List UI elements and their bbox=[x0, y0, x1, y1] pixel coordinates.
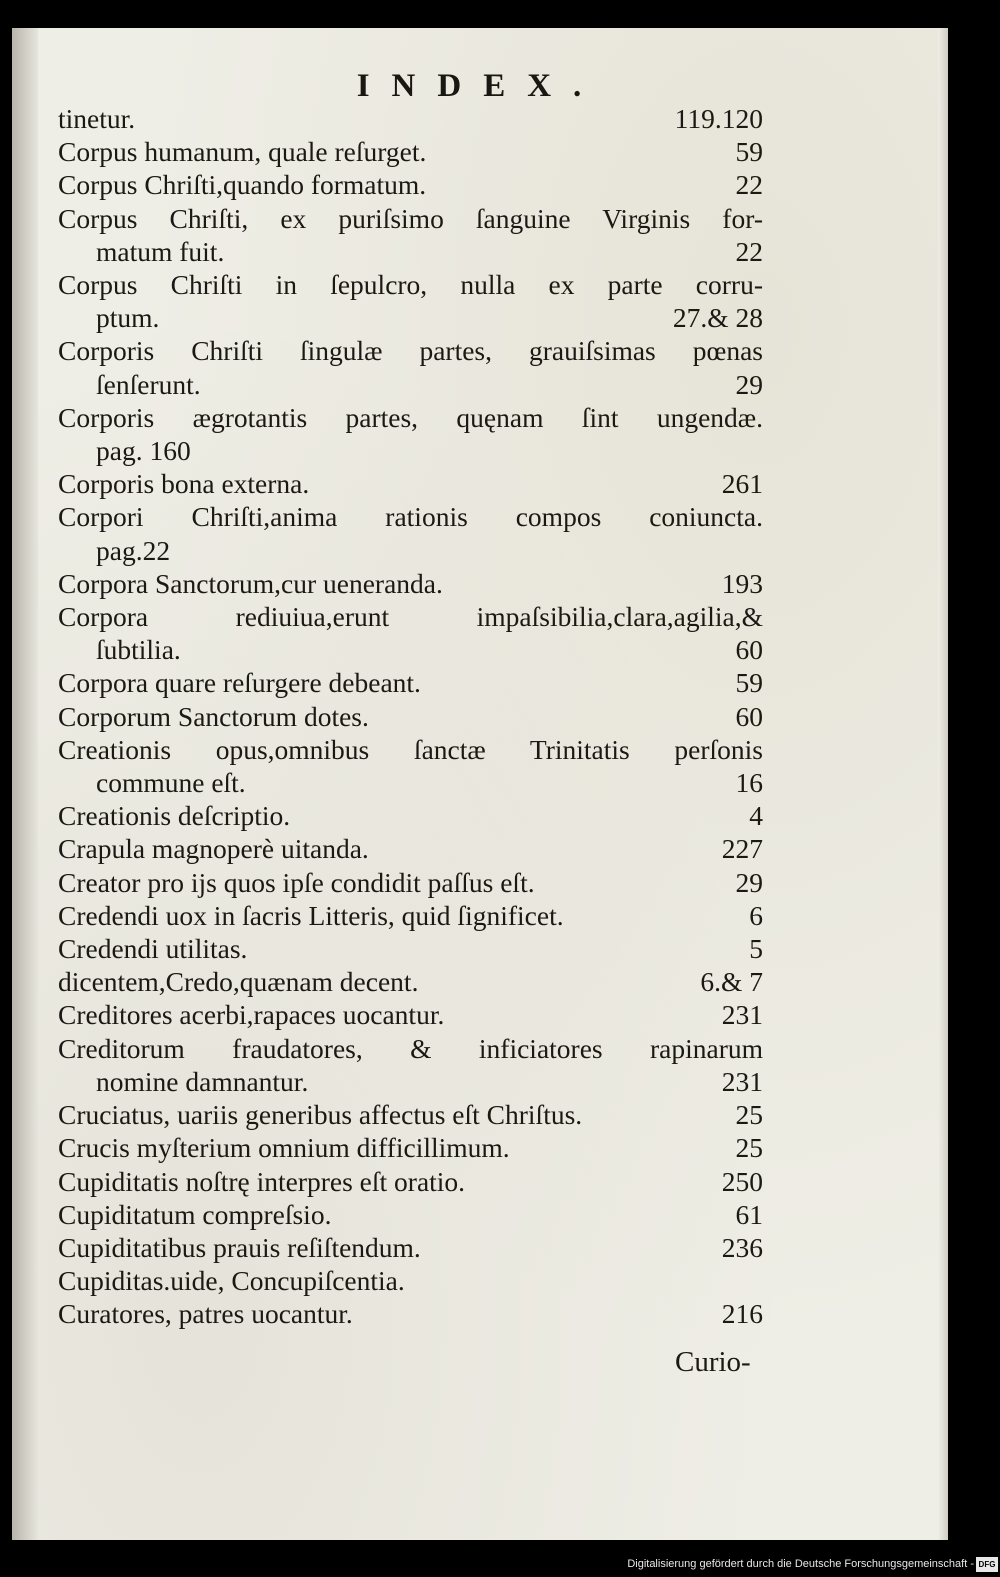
page-reference: 22 bbox=[735, 169, 763, 201]
page-reference: 216 bbox=[721, 1298, 763, 1330]
entry-text: Corpus Chriſti,quando formatum. bbox=[58, 169, 427, 201]
page-reference: 4 bbox=[749, 800, 763, 832]
entry-text: pag.22 bbox=[96, 534, 171, 566]
entry-headword-line bbox=[58, 1264, 763, 1297]
index-entry bbox=[58, 965, 763, 998]
page-edge-shadow bbox=[938, 28, 948, 1540]
entry-text: dicentem,Credo,quænam decent. bbox=[58, 966, 419, 998]
entry-text: Creditores acerbi,rapaces uocantur. bbox=[58, 999, 445, 1031]
entry-continuation-line bbox=[58, 368, 763, 401]
index-entry bbox=[58, 102, 763, 135]
index-entry bbox=[58, 666, 763, 699]
page-reference: 5 bbox=[749, 933, 763, 965]
footer-credit: Digitalisierung gefördert durch die Deutsche Forschungsgemeinschaft - bbox=[627, 1558, 974, 1570]
entry-headword-line bbox=[58, 268, 763, 301]
entry-text: Corpus Chriſti, ex puriſsimo ſanguine Virginis for- bbox=[58, 202, 763, 234]
index-entry bbox=[58, 799, 763, 832]
entry-continuation-line bbox=[58, 235, 763, 268]
entry-headword-line bbox=[58, 600, 763, 633]
index-entry bbox=[58, 135, 763, 168]
entry-text: Cruciatus, uariis generibus affectus eſt Chriſtus. bbox=[58, 1099, 583, 1131]
index-entry bbox=[58, 202, 763, 268]
entry-text: Corpora quare reſurgere debeant. bbox=[58, 667, 421, 699]
index-entry bbox=[58, 1098, 763, 1131]
index-entry bbox=[58, 733, 763, 799]
entry-headword-line bbox=[58, 567, 763, 600]
entry-text: Corpori Chriſti,anima rationis compos coniuncta. bbox=[58, 501, 763, 533]
dfg-logo: DFG bbox=[976, 1557, 998, 1572]
page-reference: 6 bbox=[749, 899, 763, 931]
entry-headword-line bbox=[58, 799, 763, 832]
entry-headword-line bbox=[58, 1231, 763, 1264]
page-gutter-shadow bbox=[12, 28, 38, 1540]
entry-text: ſenſerunt. bbox=[96, 368, 201, 400]
index-entry bbox=[58, 700, 763, 733]
page-reference: 250 bbox=[721, 1165, 763, 1197]
catchword: Curio- bbox=[675, 1346, 751, 1378]
index-entry bbox=[58, 998, 763, 1031]
book-page bbox=[12, 28, 948, 1540]
index-entry bbox=[58, 1231, 763, 1264]
index-entry bbox=[58, 1198, 763, 1231]
entry-headword-line bbox=[58, 998, 763, 1031]
index-entry bbox=[58, 832, 763, 865]
entry-text: commune eſt. bbox=[96, 767, 246, 799]
page-reference: 6.& 7 bbox=[700, 966, 763, 998]
index-entry bbox=[58, 899, 763, 932]
entry-text: Corporis Chriſti ſingulæ partes, grauiſsimas pœnas bbox=[58, 335, 763, 367]
entry-text: tinetur. bbox=[58, 103, 136, 134]
entry-continuation-line bbox=[58, 534, 763, 567]
entry-continuation-line bbox=[58, 633, 763, 666]
entry-text: Curatores, patres uocantur. bbox=[58, 1298, 353, 1330]
entry-headword-line bbox=[58, 500, 763, 533]
entry-text: matum fuit. bbox=[96, 235, 225, 267]
index-entry bbox=[58, 567, 763, 600]
entry-headword-line bbox=[58, 401, 763, 434]
entry-text: ſubtilia. bbox=[96, 634, 181, 666]
entry-text: Creationis deſcriptio. bbox=[58, 800, 291, 832]
page-reference: 227 bbox=[721, 833, 763, 865]
index-entry bbox=[58, 1032, 763, 1098]
entry-headword-line bbox=[58, 1098, 763, 1131]
entry-headword-line bbox=[58, 1131, 763, 1164]
page-reference: 59 bbox=[735, 667, 763, 699]
entry-text: Crapula magnoperè uitanda. bbox=[58, 833, 369, 865]
page-reference: 25 bbox=[735, 1132, 763, 1164]
entry-text: Creationis opus,omnibus ſanctæ Trinitatis perſonis bbox=[58, 733, 763, 765]
index-entry bbox=[58, 1264, 763, 1297]
entry-headword-line bbox=[58, 932, 763, 965]
entry-continuation-line bbox=[58, 434, 763, 467]
index-entry bbox=[58, 1131, 763, 1164]
index-entry bbox=[58, 932, 763, 965]
entry-headword-line bbox=[58, 202, 763, 235]
entry-text: Corporis bona externa. bbox=[58, 468, 310, 500]
entry-continuation-line bbox=[58, 766, 763, 799]
entry-headword-line bbox=[58, 334, 763, 367]
running-head: INDEX. bbox=[356, 68, 604, 104]
page-reference: 60 bbox=[735, 700, 763, 732]
page-reference: 193 bbox=[721, 567, 763, 599]
entry-text: Credendi utilitas. bbox=[58, 933, 248, 965]
entry-headword-line bbox=[58, 866, 763, 899]
entry-headword-line bbox=[58, 899, 763, 932]
entry-text: Corpus humanum, quale reſurget. bbox=[58, 136, 427, 168]
page-reference: 231 bbox=[721, 1065, 763, 1097]
entry-headword-line bbox=[58, 168, 763, 201]
entry-text: Corporis ægrotantis partes, quęnam ſint ungendæ. bbox=[58, 401, 763, 433]
page-reference: 61 bbox=[735, 1198, 763, 1230]
entry-text: Corpus Chriſti in ſepulcro, nulla ex parte corru- bbox=[58, 269, 763, 301]
index-entry bbox=[58, 334, 763, 400]
index-entry bbox=[58, 1165, 763, 1198]
page-reference: 29 bbox=[735, 866, 763, 898]
entry-headword-line bbox=[58, 965, 763, 998]
entry-continuation-line bbox=[58, 1065, 763, 1098]
entry-text: Cupiditatibus prauis reſiſtendum. bbox=[58, 1231, 421, 1263]
entry-text: Creator pro ijs quos ipſe condidit paſſus eſt. bbox=[58, 866, 535, 898]
entry-text: Credendi uox in ſacris Litteris, quid ſignificet. bbox=[58, 899, 564, 931]
page-reference: 60 bbox=[735, 634, 763, 666]
page-reference: 236 bbox=[721, 1231, 763, 1263]
index-entry bbox=[58, 401, 763, 467]
page-reference: 261 bbox=[721, 468, 763, 500]
entry-text: Corporum Sanctorum dotes. bbox=[58, 700, 369, 732]
entry-text: pag. 160 bbox=[96, 435, 191, 467]
digitization-footer bbox=[0, 1554, 1000, 1577]
index-entry bbox=[58, 866, 763, 899]
entry-headword-line bbox=[58, 467, 763, 500]
page-reference: 119.120 bbox=[674, 103, 763, 134]
entry-headword-line bbox=[58, 832, 763, 865]
entry-text: Corpora Sanctorum,cur ueneranda. bbox=[58, 567, 443, 599]
index-entry bbox=[58, 600, 763, 666]
entry-headword-line bbox=[58, 1198, 763, 1231]
entry-headword-line bbox=[58, 700, 763, 733]
index-entry bbox=[58, 168, 763, 201]
page-reference: 27.& 28 bbox=[672, 302, 763, 334]
page-reference: 25 bbox=[735, 1099, 763, 1131]
entry-headword-line bbox=[58, 102, 763, 135]
page-reference: 22 bbox=[735, 235, 763, 267]
entry-text: Cupiditatum compreſsio. bbox=[58, 1198, 332, 1230]
entry-text: Cupiditas.uide, Concupiſcentia. bbox=[58, 1265, 405, 1297]
entry-headword-line bbox=[58, 1032, 763, 1065]
entry-text: Cupiditatis noſtrę interpres eſt oratio. bbox=[58, 1165, 466, 1197]
entry-headword-line bbox=[58, 1297, 763, 1330]
index-entry bbox=[58, 500, 763, 566]
index-entry bbox=[58, 1297, 763, 1330]
page-reference: 231 bbox=[721, 999, 763, 1031]
entry-headword-line bbox=[58, 733, 763, 766]
entry-text: Creditorum fraudatores, & inficiatores rapinarum bbox=[58, 1032, 763, 1064]
entry-text: Corpora rediuiua,erunt impaſsibilia,clara,agilia,& bbox=[58, 601, 763, 633]
entry-text: nomine damnantur. bbox=[96, 1065, 309, 1097]
entry-headword-line bbox=[58, 1165, 763, 1198]
entry-headword-line bbox=[58, 666, 763, 699]
entry-text: Crucis myſterium omnium difficillimum. bbox=[58, 1132, 510, 1164]
index-entry bbox=[58, 467, 763, 500]
page-reference: 59 bbox=[735, 136, 763, 168]
index-entries bbox=[58, 102, 763, 1331]
page-reference: 16 bbox=[735, 767, 763, 799]
page-reference: 29 bbox=[735, 368, 763, 400]
index-entry bbox=[58, 268, 763, 334]
entry-headword-line bbox=[58, 135, 763, 168]
entry-continuation-line bbox=[58, 301, 763, 334]
entry-text: ptum. bbox=[96, 302, 160, 334]
